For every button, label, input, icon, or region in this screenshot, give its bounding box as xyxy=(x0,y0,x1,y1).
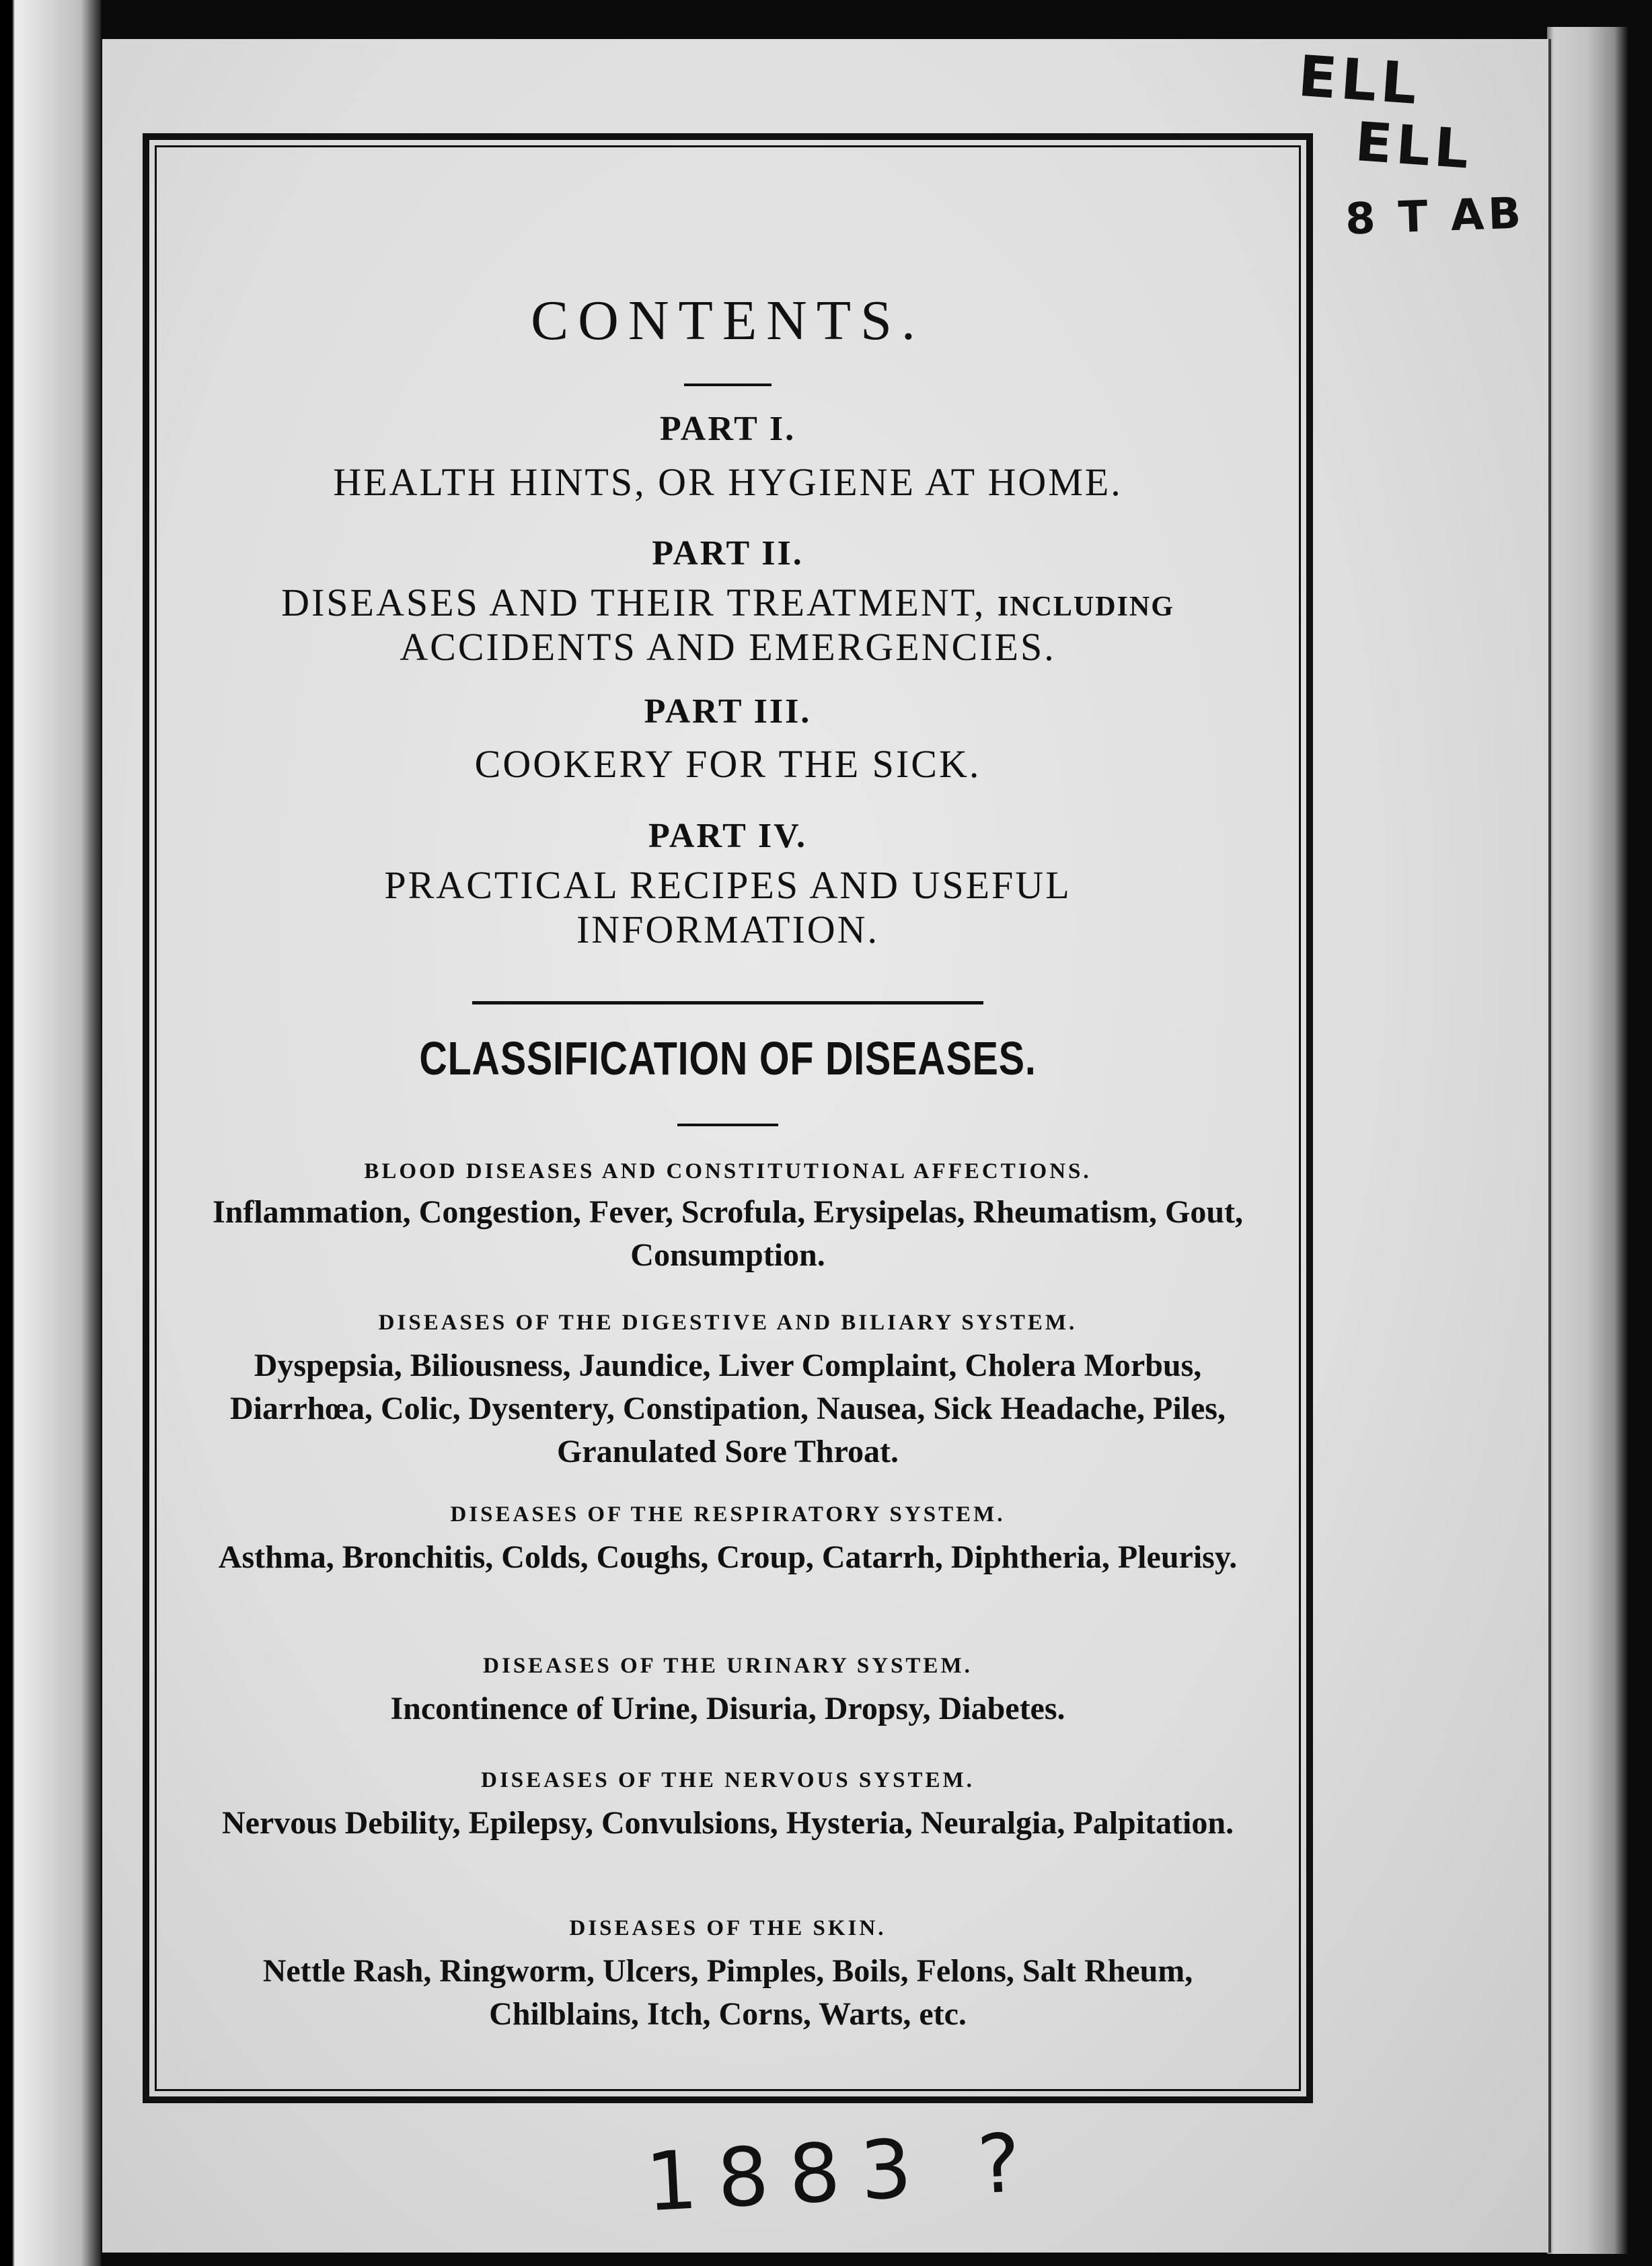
part-3-label: PART III. xyxy=(644,692,812,731)
part-4-label: PART IV. xyxy=(648,817,807,855)
part-1-title: HEALTH HINTS, OR HYGIENE AT HOME. xyxy=(333,460,1123,504)
section-heading-nervous: DISEASES OF THE NERVOUS SYSTEM. xyxy=(481,1768,975,1792)
classification-rule xyxy=(677,1124,778,1126)
section-heading-skin: DISEASES OF THE SKIN. xyxy=(569,1916,887,1940)
classification-title: CLASSIFICATION OF DISEASES. xyxy=(419,1032,1037,1085)
part-4-title-line2: INFORMATION. xyxy=(576,908,880,951)
section-heading-respiratory: DISEASES OF THE RESPIRATORY SYSTEM. xyxy=(450,1502,1006,1527)
handwritten-year: 1883 ? xyxy=(643,2115,1043,2230)
part-4-title-line1: PRACTICAL RECIPES AND USEFUL xyxy=(384,863,1072,907)
contents-title: CONTENTS. xyxy=(531,289,925,352)
part-3-title: COOKERY FOR THE SICK. xyxy=(474,742,981,786)
part-2-title-line2: ACCIDENTS AND EMERGENCIES. xyxy=(400,625,1056,669)
part-2-title-small: INCLUDING xyxy=(997,591,1174,622)
title-rule xyxy=(684,383,772,386)
section-body-urinary: Incontinence of Urine, Disuria, Dropsy, Diabetes. xyxy=(390,1691,1065,1726)
section-body-skin: Nettle Rash, Ringworm, Ulcers, Pimples, Boils, Felons, Salt Rheum, Chilblains, Itch, Corns, Warts, etc. xyxy=(262,1953,1193,2032)
section-body-blood: Inflammation, Congestion, Fever, Scrofula, Erysipelas, Rheumatism, Gout, Consumption. xyxy=(212,1194,1243,1273)
section-rule xyxy=(472,1001,983,1004)
section-heading-digestive: DISEASES OF THE DIGESTIVE AND BILIARY SYSTEM. xyxy=(378,1311,1078,1335)
part-1-label: PART I. xyxy=(659,410,796,448)
section-body-nervous: Nervous Debility, Epilepsy, Convulsions, Hysteria, Neuralgia, Palpitation. xyxy=(221,1805,1234,1841)
handwritten-note-2: ELL xyxy=(1353,110,1475,181)
section-heading-blood: BLOOD DISEASES AND CONSTITUTIONAL AFFECTIONS. xyxy=(364,1159,1092,1183)
part-2-title-line1 xyxy=(176,581,1279,629)
section-heading-urinary: DISEASES OF THE URINARY SYSTEM. xyxy=(483,1654,973,1678)
section-body-respiratory: Asthma, Bronchitis, Colds, Coughs, Croup, Catarrh, Diphtheria, Pleurisy. xyxy=(218,1539,1238,1575)
part-2-label: PART II. xyxy=(652,534,804,573)
book-spine-edge xyxy=(0,0,101,2266)
part-2-title-main: DISEASES AND THEIR TREATMENT, xyxy=(281,581,986,624)
section-body-digestive: Dyspepsia, Biliousness, Jaundice, Liver Complaint, Cholera Morbus, Diarrhœa, Colic, Dysentery, Constipation, Nausea, Sick Headache, Piles, Granulated Sore Throat. xyxy=(230,1348,1226,1469)
handwritten-note-3: 8 T AB xyxy=(1344,188,1526,245)
contents-frame xyxy=(143,133,1313,2103)
handwritten-note-1: ELL xyxy=(1296,42,1423,118)
page-right-edge xyxy=(1547,27,1628,2254)
